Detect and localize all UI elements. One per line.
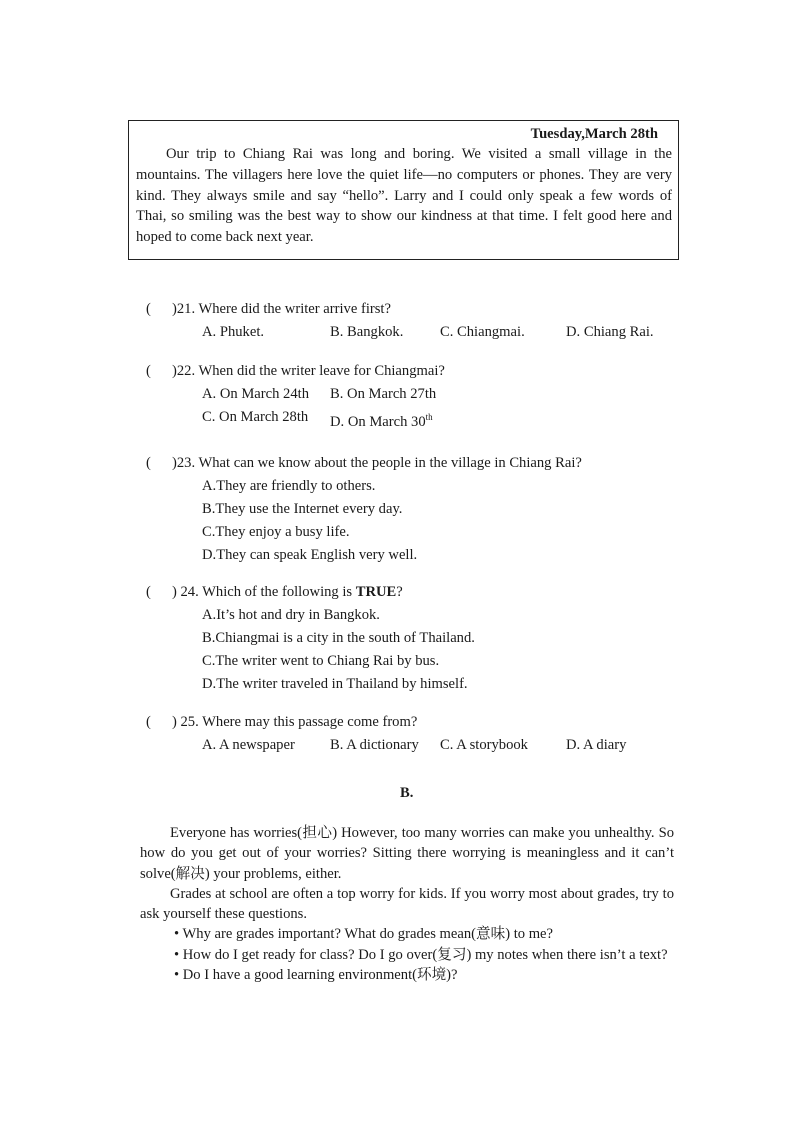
option-a: A. On March 24th <box>202 386 310 402</box>
option-d: D. On March 30th <box>330 412 433 430</box>
option-b: B.They use the Internet every day. <box>202 501 403 517</box>
question-stem: )21. Where did the writer arrive first? <box>172 301 391 317</box>
question-stem: ) 25. Where may this passage come from? <box>172 714 418 730</box>
question-stem: )23. What can we know about the people in the village in Chiang Rai? <box>172 455 582 471</box>
question-stem: )22. When did the writer leave for Chiangmai? <box>172 363 445 379</box>
bullet-item: • How do I get ready for class? Do I go over(复习) my notes when there isn’t a text? <box>174 946 668 963</box>
option-c: C.The writer went to Chiang Rai by bus. <box>202 653 440 669</box>
diary-text: Our trip to Chiang Rai was long and boring. We visited a small village in the mountains. The villagers here love the quiet life—no computers or phones. They are very kind. They always smile and say “hello”. Larry and I could only speak a few words of Thai, so smiling was the best way to show our kindness at that time. I felt good here and hoped to come back next year. <box>136 146 672 246</box>
option-c: C.They enjoy a busy life. <box>202 524 350 540</box>
option-d: D. A diary <box>566 737 627 753</box>
option-d: D.The writer traveled in Thailand by himself. <box>202 676 468 692</box>
diary-date: Tuesday,March 28th <box>530 126 658 142</box>
answer-blank: ( <box>146 301 151 317</box>
question-23 <box>146 452 582 567</box>
answer-blank: ( <box>146 363 151 379</box>
question-22 <box>146 360 445 434</box>
section-heading: B. <box>400 785 414 801</box>
option-b: B. A dictionary <box>330 737 419 753</box>
paragraph: Grades at school are often a top worry for kids. If you worry most about grades, try to ask yourself these questions. <box>140 885 674 923</box>
option-a: A.They are friendly to others. <box>202 478 376 494</box>
option-c: C. A storybook <box>440 737 528 753</box>
passage-b <box>140 823 674 985</box>
option-d: D. Chiang Rai. <box>566 324 654 340</box>
option-c: C. Chiangmai. <box>440 324 525 340</box>
question-24 <box>146 581 475 696</box>
bullet-item: • Do I have a good learning environment(环境)? <box>174 967 458 984</box>
answer-blank: ( <box>146 714 151 730</box>
question-25 <box>146 711 626 757</box>
question-stem: ) 24. Which of the following is TRUE? <box>172 584 403 600</box>
option-b: B.Chiangmai is a city in the south of Thailand. <box>202 630 475 646</box>
answer-blank: ( <box>146 455 151 471</box>
question-21 <box>146 298 654 344</box>
option-c: C. On March 28th <box>202 409 309 425</box>
option-a: A. A newspaper <box>202 737 295 753</box>
option-b: B. Bangkok. <box>330 324 404 340</box>
diary-entry-box <box>128 120 679 260</box>
option-a: A. Phuket. <box>202 324 265 340</box>
paragraph: Everyone has worries(担心) However, too many worries can make you unhealthy. So how do you get out of your worries? Sitting there worrying is meaningless and it can’t solve(解决) your problems, either. <box>140 825 674 882</box>
option-d: D.They can speak English very well. <box>202 547 418 563</box>
bullet-item: • Why are grades important? What do grades mean(意味) to me? <box>174 926 554 943</box>
option-a: A.It’s hot and dry in Bangkok. <box>202 607 380 623</box>
answer-blank: ( <box>146 584 151 600</box>
option-b: B. On March 27th <box>330 386 437 402</box>
